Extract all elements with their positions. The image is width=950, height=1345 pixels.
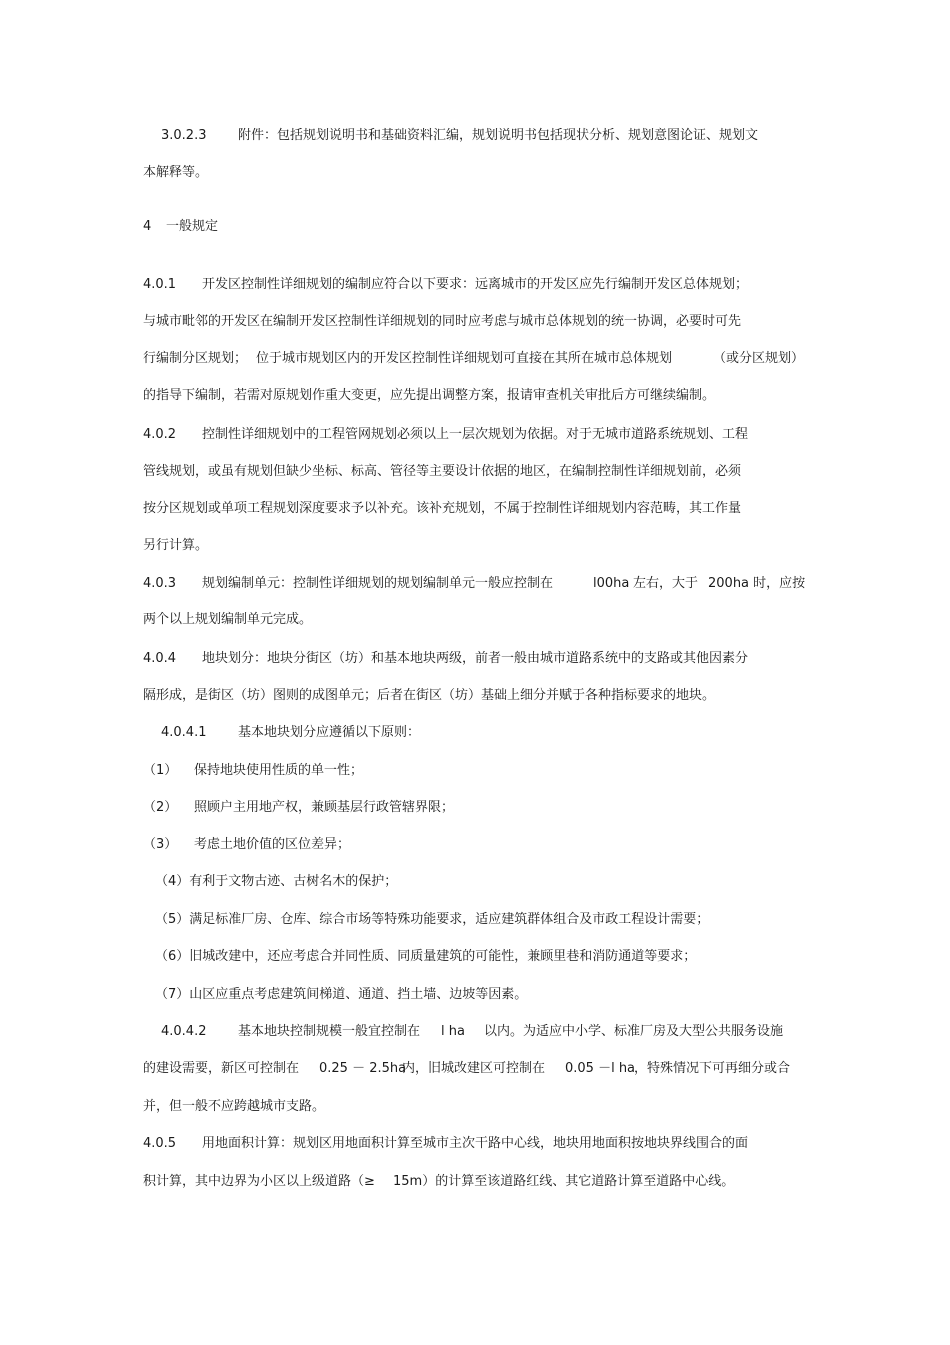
list-text: （7）山区应重点考虑建筑间梯道、通道、挡土墙、边坡等因素。: [155, 987, 528, 1002]
clause-text: （或分区规划）: [713, 351, 805, 366]
clause-value: l ha: [441, 1024, 465, 1039]
clause-number: 4.0.5: [143, 1136, 177, 1151]
clause-value: l00ha: [593, 576, 630, 591]
list-marker: （2）: [143, 800, 178, 815]
clause-number: 4.0.4: [143, 651, 177, 666]
clause-text: 位于城市规划区内的开发区控制性详细规划可直接在其所在城市总体规划: [256, 351, 673, 366]
clause-text: 以内。为适应中小学、标准厂房及大型公共服务设施: [484, 1024, 784, 1039]
section-title: 一般规定: [166, 219, 219, 234]
section-number: 4: [143, 219, 152, 234]
clause-text: 左右，大于: [633, 576, 699, 591]
clause-text: 隔形成，是街区（坊）图则的成图单元；后者在街区（坊）基础上细分并赋于各种指标要求的地块。: [143, 688, 716, 703]
clause-number: 4.0.1: [143, 277, 177, 292]
clause-text: ，特殊情况下可再细分或合: [634, 1061, 791, 1076]
clause-text: 积计算，其中边界为小区以上级道路（≥: [143, 1174, 375, 1189]
clause-text: 的建设需要，新区可控制在: [143, 1061, 300, 1076]
clause-number: 3.0.2.3: [161, 128, 207, 143]
clause-text: 两个以上规划编制单元完成。: [143, 612, 313, 627]
clause-number: 4.0.4.1: [161, 725, 207, 740]
clause-text: 管线规划，或虽有规划但缺少坐标、标高、管径等主要设计依据的地区，在编制控制性详细规划前，必须: [143, 464, 742, 479]
clause-text: 附件：包括规划说明书和基础资料汇编，规划说明书包括现状分析、规划意图论证、规划文: [238, 128, 759, 143]
clause-text: 地块划分：地块分街区（坊）和基本地块两级，前者一般由城市道路系统中的支路或其他因素分: [202, 651, 749, 666]
clause-text: 与城市毗邻的开发区在编制开发区控制性详细规划的同时应考虑与城市总体规划的统一协调，必要时可先: [143, 314, 742, 329]
clause-text: 用地面积计算：规划区用地面积计算至城市主次干路中心线，地块用地面积按地块界线围合的面: [202, 1136, 749, 1151]
clause-text: 按分区规划或单项工程规划深度要求予以补充。该补充规划，不属于控制性详细规划内容范畴，其工作量: [143, 501, 742, 516]
clause-text: 并，但一般不应跨越城市支路。: [143, 1099, 326, 1114]
clause-text: 的指导下编制，若需对原规划作重大变更，应先提出调整方案，报请审查机关审批后方可继续编制。: [143, 388, 716, 403]
list-text: （6）旧城改建中，还应考虑合并同性质、同质量建筑的可能性，兼顾里巷和消防通道等要求；: [155, 949, 697, 964]
clause-number: 4.0.2: [143, 427, 177, 442]
clause-value: 200ha 时，应按: [708, 576, 806, 591]
list-text: 保持地块使用性质的单一性；: [194, 763, 364, 778]
clause-text: 本解释等。: [143, 165, 209, 180]
clause-number: 4.0.3: [143, 576, 177, 591]
clause-text: 基本地块划分应遵循以下原则：: [238, 725, 421, 740]
list-marker: （1）: [143, 763, 178, 778]
list-marker: （3）: [143, 837, 178, 852]
list-text: （5）满足标准厂房、仓库、综合市场等特殊功能要求，适应建筑群体组合及市政工程设计需要；: [155, 912, 710, 927]
clause-text: 另行计算。: [143, 538, 209, 553]
clause-text: 基本地块控制规模一般宜控制在: [238, 1024, 421, 1039]
list-text: （4）有利于文物古迹、古树名木的保护；: [155, 874, 398, 889]
list-text: 考虑土地价值的区位差异；: [194, 837, 351, 852]
clause-number: 4.0.4.2: [161, 1024, 207, 1039]
clause-text: 内，旧城改建区可控制在: [402, 1061, 546, 1076]
clause-text: 开发区控制性详细规划的编制应符合以下要求：远离城市的开发区应先行编制开发区总体规划；: [202, 277, 749, 292]
clause-text: 行编制分区规划；: [143, 351, 248, 366]
list-text: 照顾户主用地产权，兼顾基层行政管辖界限；: [194, 800, 455, 815]
clause-value: 15m）的计算至该道路红线、其它道路计算至道路中心线。: [393, 1174, 735, 1189]
clause-text: 规划编制单元：控制性详细规划的规划编制单元一般应控制在: [202, 576, 554, 591]
clause-value: 0.25 － 2.5ha: [319, 1061, 407, 1076]
clause-text: 控制性详细规划中的工程管网规划必须以上一层次规划为依据。对于无城市道路系统规划、工程: [202, 427, 749, 442]
clause-value: 0.05 －l ha: [565, 1061, 636, 1076]
